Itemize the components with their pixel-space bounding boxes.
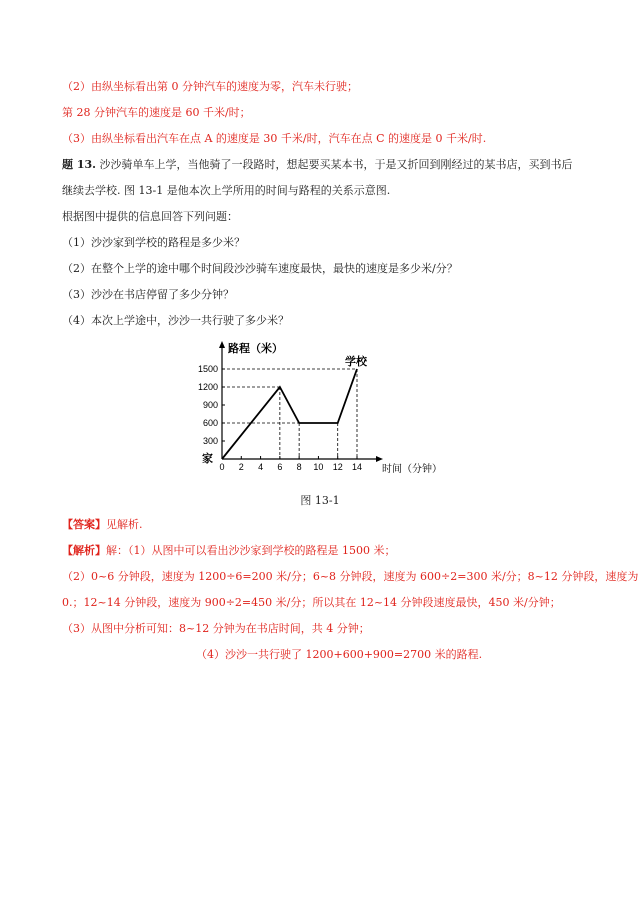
- x-tick-label: 8: [296, 462, 302, 472]
- text-line-3: （3）由纵坐标看出汽车在点 A 的速度是 30 千米/时，汽车在点 C 的速度是 0 千米/时.: [62, 132, 487, 145]
- x-tick-label: 6: [277, 462, 283, 472]
- end-label: 学校: [345, 355, 367, 368]
- y-tick-label: 900: [202, 400, 218, 410]
- y-tick-label: 300: [202, 436, 218, 446]
- x-axis-label: 时间（分钟）: [382, 464, 442, 475]
- text-line-1: （2）由纵坐标看出第 0 分钟汽车的速度为零，汽车未行驶；: [62, 80, 358, 93]
- series-line: [222, 369, 357, 459]
- solution-line-1: [62, 544, 395, 558]
- y-tick-label: 600: [202, 418, 218, 428]
- distance-time-chart: [186, 338, 446, 478]
- x-axis-arrow: [376, 456, 383, 462]
- answer-line: [62, 518, 143, 532]
- x-tick-label: 4: [258, 462, 264, 472]
- solution-text-1: 解：（1）从图中可以看出沙沙家到学校的路程是 1500 米；: [106, 544, 396, 557]
- y-axis-arrow: [219, 341, 225, 348]
- x-tick-label: 12: [332, 462, 343, 472]
- y-tick-label: 1200: [197, 382, 218, 392]
- question-line-1: [62, 158, 572, 172]
- question-text-2: 继续去学校. 图 13-1 是他本次上学所用的时间与路程的关系示意图.: [62, 184, 391, 197]
- solution-line-3: （3）从图中分析可知：8~12 分钟为在书店时间，共 4 分钟；: [62, 622, 370, 635]
- sub-question-1: （1）沙沙家到学校的路程是多少米？: [62, 236, 245, 249]
- x-tick-label: 0: [219, 462, 225, 472]
- sub-question-3: （3）沙沙在书店停留了多少分钟？: [62, 288, 234, 301]
- x-tick-label: 14: [351, 462, 363, 472]
- solution-line-2b: 0.；12~14 分钟段，速度为 900÷2=450 米/分；所以其在 12~14 分钟段速度最快，450 米/分钟；: [62, 596, 561, 609]
- sub-question-2: （2）在整个上学的途中哪个时间段沙沙骑车速度最快，最快的速度是多少米/分？: [62, 262, 458, 275]
- x-tick-label: 10: [313, 462, 324, 472]
- origin-label: 家: [202, 452, 213, 465]
- question-text-1: 沙沙骑单车上学，当他骑了一段路时，想起要买某本书，于是又折回到刚经过的某书店，买到书后: [95, 158, 573, 171]
- y-axis-label: 路程（米）: [228, 342, 283, 355]
- x-tick-label: 2: [238, 462, 244, 472]
- answer-text: 见解析.: [106, 518, 143, 531]
- question-text-3: 根据图中提供的信息回答下列问题：: [62, 210, 238, 223]
- question-number: 题 13.: [62, 158, 96, 171]
- answer-tag: 【答案】: [62, 518, 106, 531]
- y-tick-label: 1500: [197, 364, 218, 374]
- solution-tag: 【解析】: [62, 544, 106, 557]
- solution-line-2a: （2）0~6 分钟段，速度为 1200÷6=200 米/分；6~8 分钟段，速度为 600÷2=300 米/分；8~12 分钟段，速度为: [62, 570, 639, 583]
- text-line-2: 第 28 分钟汽车的速度是 60 千米/时；: [62, 106, 251, 119]
- figure-caption: 图 13-1: [300, 494, 340, 507]
- solution-line-4: （4）沙沙一共行驶了 1200+600+900=2700 米的路程.: [196, 648, 483, 661]
- sub-question-4: （4）本次上学途中，沙沙一共行驶了多少米？: [62, 314, 289, 327]
